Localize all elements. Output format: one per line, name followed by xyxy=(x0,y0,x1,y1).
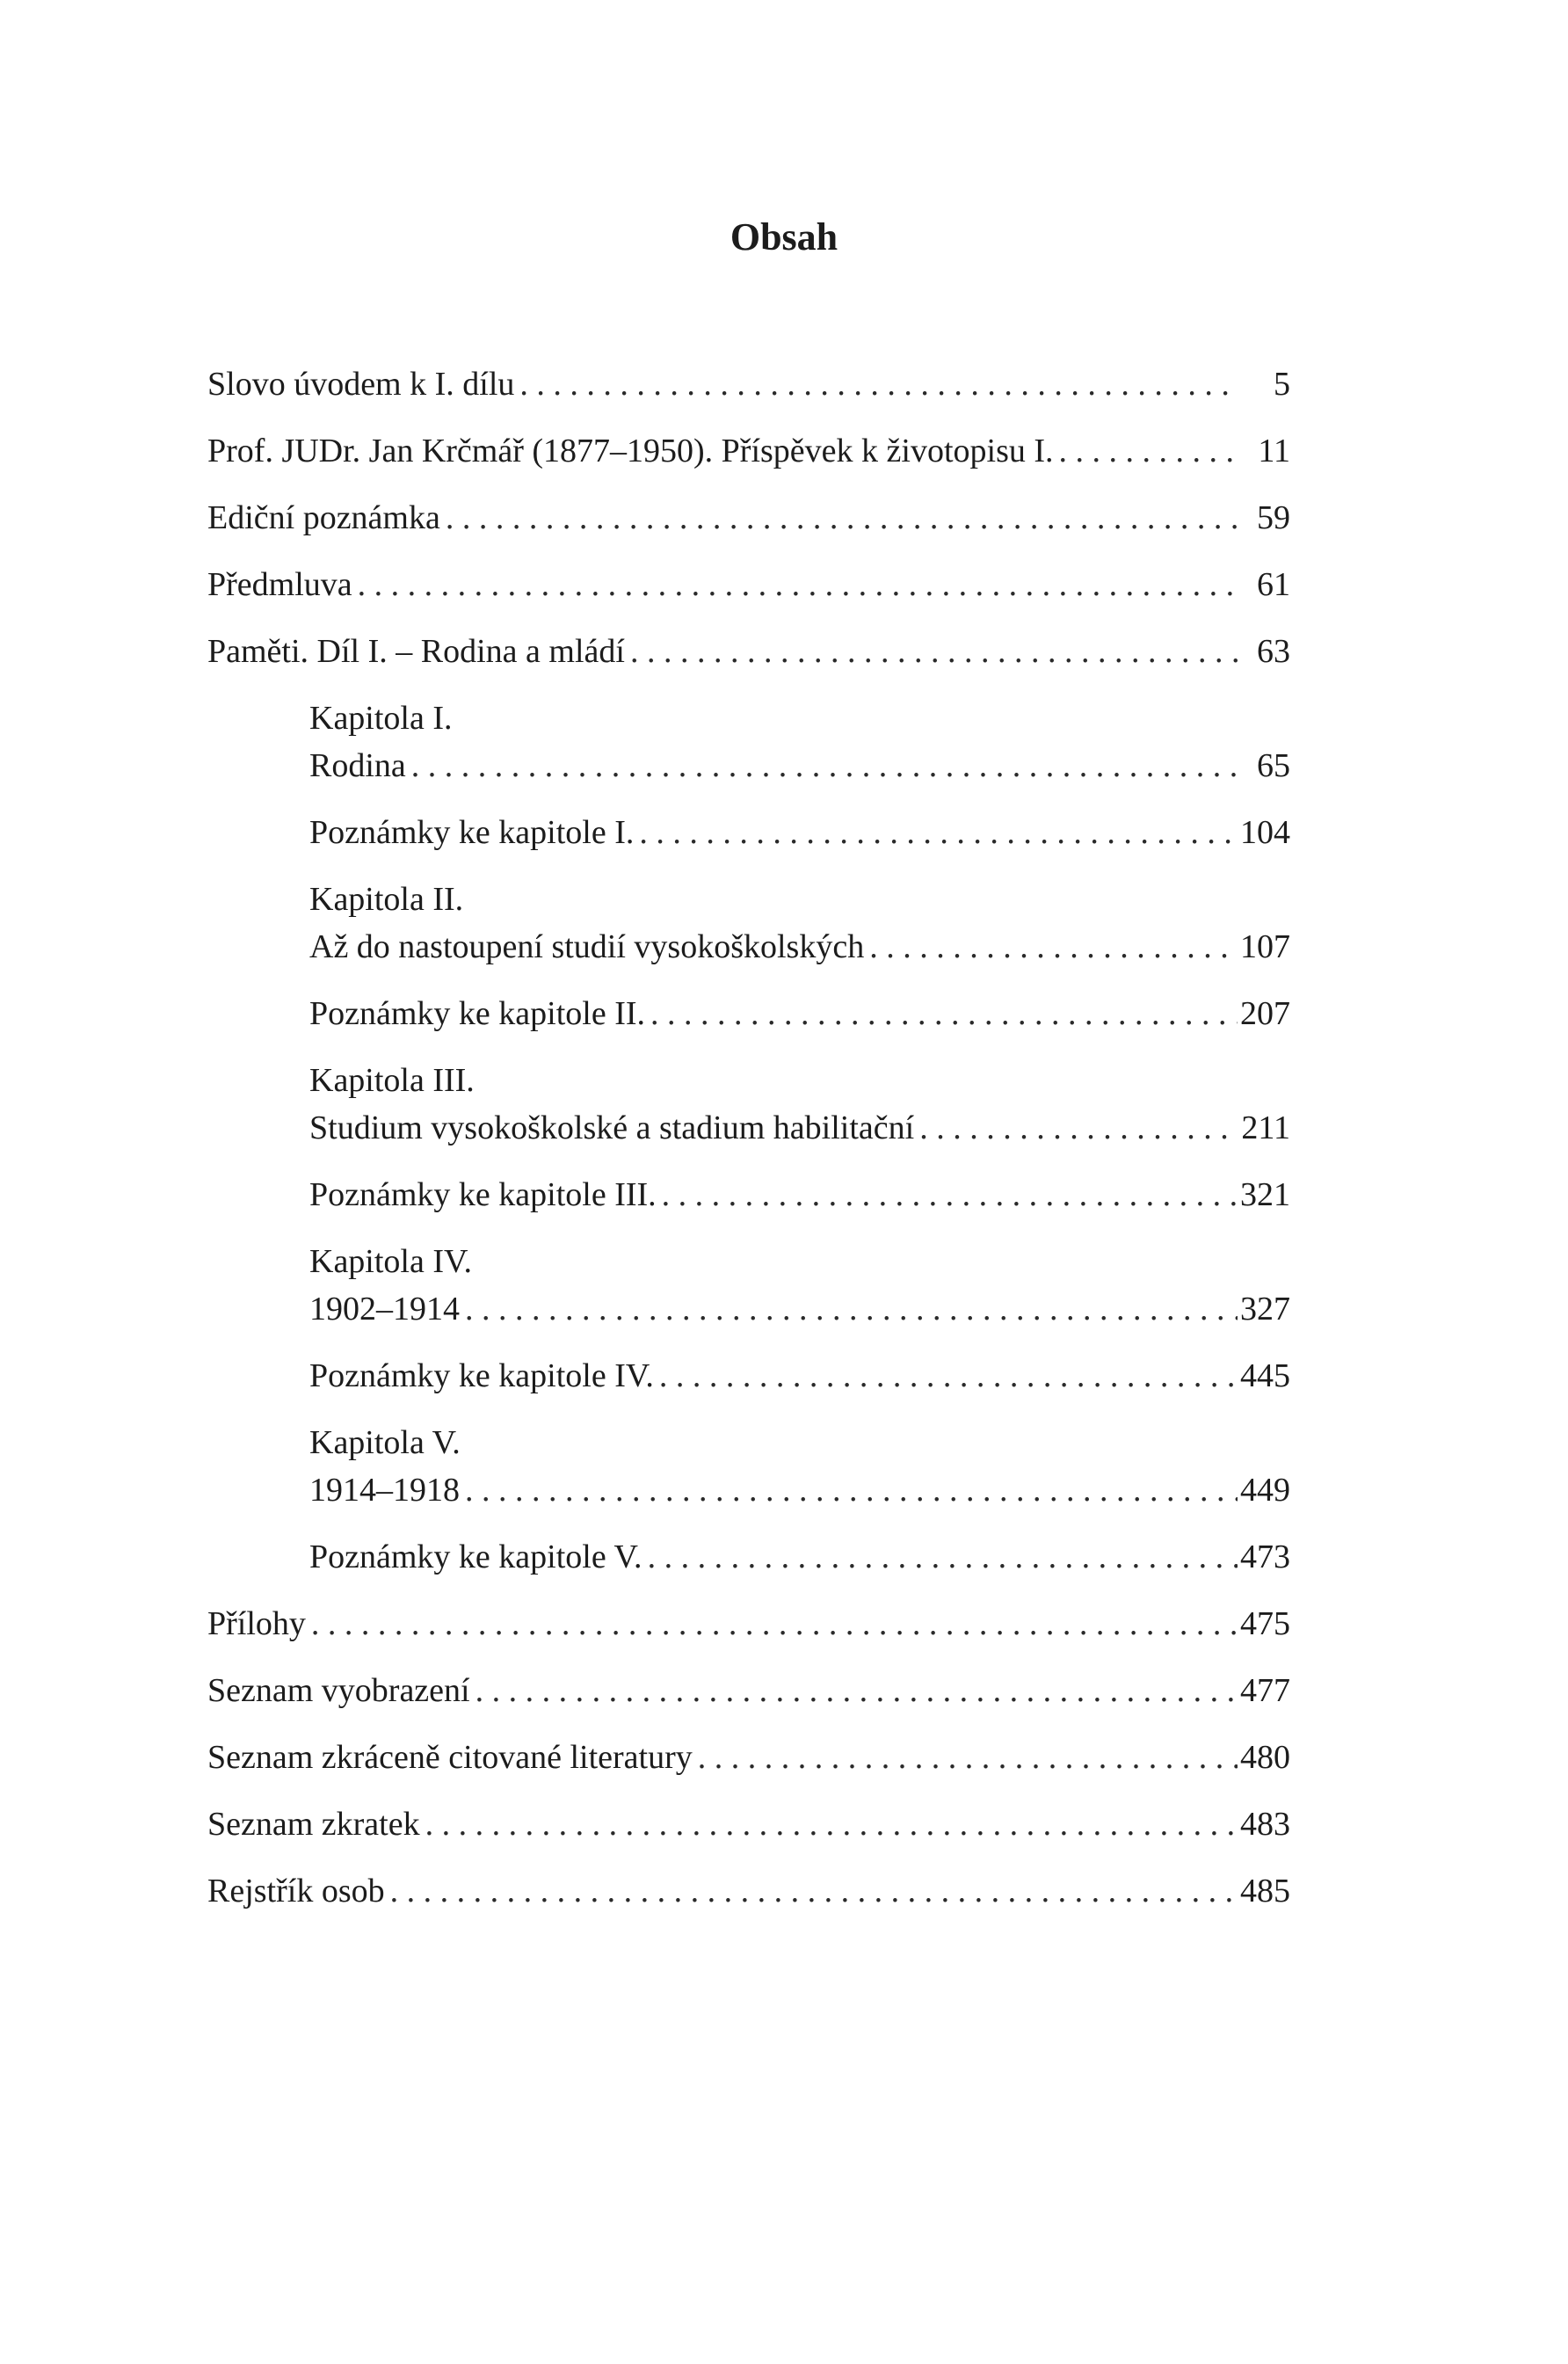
toc-entry-label: Ediční poznámka xyxy=(207,499,440,536)
toc-entry-label: Studium vysokoškolské a stadium habilitační xyxy=(309,1109,915,1146)
toc-page-number: 5 xyxy=(1274,366,1290,403)
toc-row xyxy=(207,1600,1290,1648)
dot-leader xyxy=(914,1104,1238,1152)
toc-page-number: 211 xyxy=(1241,1109,1290,1146)
toc-page-number: 61 xyxy=(1257,566,1290,603)
toc-page-number: 473 xyxy=(1240,1538,1290,1575)
toc-notes-entry xyxy=(309,1171,1290,1218)
toc-entry xyxy=(207,360,1290,408)
toc-chapter-entry xyxy=(309,695,1290,789)
toc-page-number: 449 xyxy=(1240,1472,1290,1509)
dot-leader xyxy=(654,1352,1238,1400)
toc-row xyxy=(207,1667,1290,1714)
chapter-prefix: Kapitola I. xyxy=(309,700,453,737)
toc-page-number: 483 xyxy=(1240,1806,1290,1843)
dot-leader xyxy=(645,990,1238,1037)
toc-row xyxy=(207,360,1290,408)
toc-entry-label: Seznam zkratek xyxy=(207,1806,420,1843)
toc-entry xyxy=(207,1800,1290,1848)
toc-entry xyxy=(207,1600,1290,1648)
toc-entry-label: Slovo úvodem k I. dílu xyxy=(207,366,515,403)
chapter-prefix: Kapitola II. xyxy=(309,881,464,918)
toc-row xyxy=(207,1800,1290,1848)
toc-entry-label: Poznámky ke kapitole II. xyxy=(309,995,646,1032)
toc-row xyxy=(207,1734,1290,1781)
toc-chapter-entry xyxy=(309,1238,1290,1333)
toc-page-number: 11 xyxy=(1258,433,1290,469)
toc-entry-label: Paměti. Díl I. – Rodina a mládí xyxy=(207,633,625,670)
toc-row xyxy=(309,1352,1290,1400)
toc-page-number: 104 xyxy=(1240,814,1290,851)
toc-page-number: 65 xyxy=(1257,747,1290,784)
toc-entry-label: Rodina xyxy=(309,747,406,784)
toc-entry-label: Poznámky ke kapitole IV. xyxy=(309,1357,654,1394)
toc-notes-entry xyxy=(309,1533,1290,1581)
table-of-contents xyxy=(207,360,1290,1934)
dot-leader xyxy=(385,1867,1238,1915)
toc-notes-entry xyxy=(309,1352,1290,1400)
toc-page-number: 107 xyxy=(1240,928,1290,965)
toc-entry xyxy=(207,1867,1290,1915)
toc-page-number: 59 xyxy=(1257,499,1290,536)
toc-row xyxy=(207,628,1290,675)
toc-page-number: 207 xyxy=(1240,995,1290,1032)
toc-entry-label: Poznámky ke kapitole V. xyxy=(309,1538,642,1575)
dot-leader xyxy=(460,1285,1238,1333)
dot-leader xyxy=(460,1466,1238,1514)
dot-leader xyxy=(306,1600,1238,1648)
toc-entry xyxy=(207,1667,1290,1714)
toc-row xyxy=(309,1171,1290,1218)
toc-row xyxy=(309,1466,1290,1514)
toc-row xyxy=(309,1285,1290,1333)
toc-row xyxy=(309,1104,1290,1152)
toc-notes-entry xyxy=(309,809,1290,856)
dot-leader xyxy=(864,923,1238,971)
toc-entry-label: Přílohy xyxy=(207,1605,306,1642)
toc-page-number: 480 xyxy=(1240,1739,1290,1776)
toc-entry-label: Až do nastoupení studií vysokoškolských xyxy=(309,928,865,965)
dot-leader xyxy=(406,742,1238,789)
toc-row xyxy=(207,494,1290,542)
toc-page-number: 485 xyxy=(1240,1873,1290,1909)
toc-entry xyxy=(207,628,1290,675)
dot-leader xyxy=(657,1171,1238,1218)
toc-entry-label: Seznam vyobrazení xyxy=(207,1672,470,1709)
dot-leader xyxy=(642,1533,1238,1581)
dot-leader xyxy=(440,494,1238,542)
toc-row xyxy=(309,742,1290,789)
toc-row xyxy=(207,1867,1290,1915)
toc-entry-label: Poznámky ke kapitole I. xyxy=(309,814,635,851)
toc-page-number: 321 xyxy=(1240,1176,1290,1213)
toc-page-number: 445 xyxy=(1240,1357,1290,1394)
toc-entry xyxy=(207,561,1290,608)
toc-entry-label: Seznam zkráceně citované literatury xyxy=(207,1739,693,1776)
page-title: Obsah xyxy=(730,215,838,258)
toc-page-number: 63 xyxy=(1257,633,1290,670)
toc-row xyxy=(309,809,1290,856)
dot-leader xyxy=(1054,427,1238,475)
toc-entry xyxy=(207,427,1290,475)
dot-leader xyxy=(634,809,1238,856)
toc-entry-label: 1914–1918 xyxy=(309,1472,460,1509)
toc-row xyxy=(207,427,1290,475)
toc-page-number: 327 xyxy=(1240,1291,1290,1327)
toc-row xyxy=(309,1533,1290,1581)
toc-chapter-entry xyxy=(309,1419,1290,1514)
chapter-prefix: Kapitola III. xyxy=(309,1062,475,1099)
toc-entry xyxy=(207,1734,1290,1781)
toc-entry xyxy=(207,494,1290,542)
dot-leader xyxy=(470,1667,1238,1714)
toc-entry-label: Prof. JUDr. Jan Krčmář (1877–1950). Příspěvek k životopisu I. xyxy=(207,433,1054,469)
toc-entry-label: Předmluva xyxy=(207,566,352,603)
toc-entry-label: Rejstřík osob xyxy=(207,1873,385,1909)
toc-row xyxy=(309,990,1290,1037)
dot-leader xyxy=(352,561,1238,608)
chapter-prefix: Kapitola IV. xyxy=(309,1243,473,1280)
toc-notes-entry xyxy=(309,990,1290,1037)
dot-leader xyxy=(420,1800,1238,1848)
toc-page-number: 477 xyxy=(1240,1672,1290,1709)
toc-row xyxy=(309,923,1290,971)
toc-entry-label: 1902–1914 xyxy=(309,1291,460,1327)
toc-row xyxy=(207,561,1290,608)
dot-leader xyxy=(625,628,1238,675)
toc-chapter-entry xyxy=(309,1057,1290,1152)
toc-entry-label: Poznámky ke kapitole III. xyxy=(309,1176,657,1213)
chapter-prefix: Kapitola V. xyxy=(309,1424,461,1461)
dot-leader xyxy=(693,1734,1238,1781)
dot-leader xyxy=(514,360,1238,408)
toc-chapter-entry xyxy=(309,876,1290,971)
toc-page-number: 475 xyxy=(1240,1605,1290,1642)
